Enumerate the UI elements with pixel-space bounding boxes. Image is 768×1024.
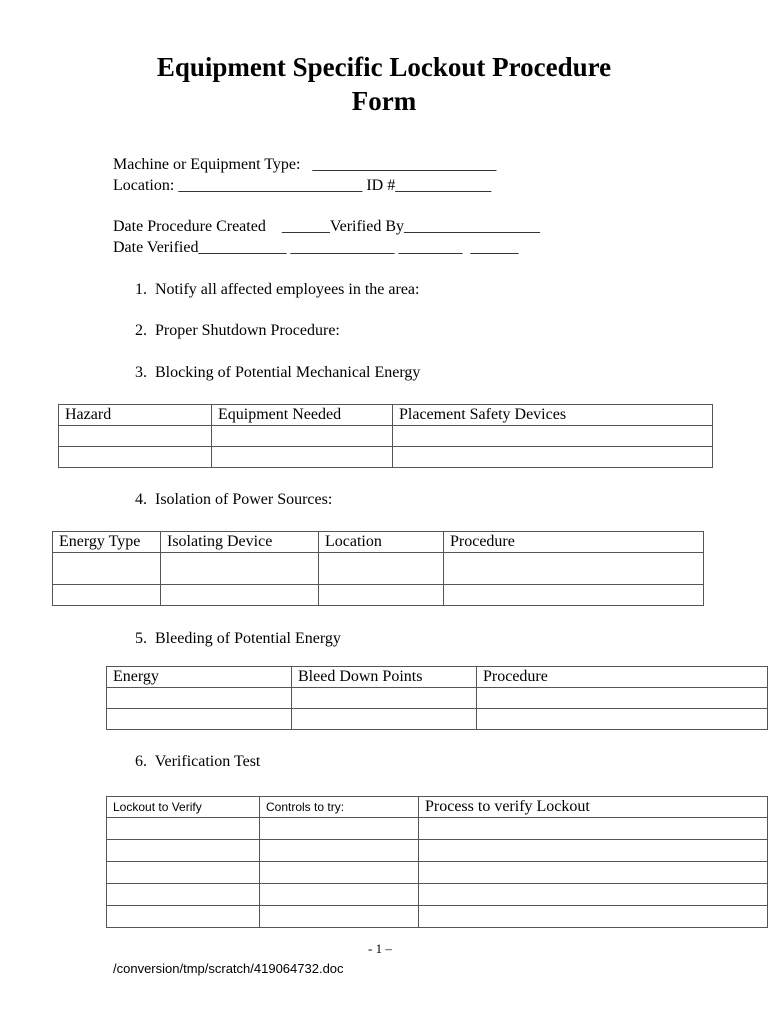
table-cell[interactable] [59, 447, 212, 468]
table-cell[interactable] [292, 709, 477, 730]
table-cell[interactable] [161, 553, 319, 585]
location-id-field[interactable]: Location: _______________________ ID #____________ [113, 177, 492, 194]
table-cell[interactable] [212, 447, 393, 468]
table-row [107, 840, 768, 862]
table-cell[interactable] [107, 709, 292, 730]
table-cell[interactable] [444, 553, 704, 585]
table-header-row [59, 405, 713, 426]
form-title [0, 50, 768, 118]
table-cell[interactable] [107, 906, 260, 928]
table-cell[interactable] [419, 818, 768, 840]
header-equipment-needed: Equipment Needed [212, 405, 393, 426]
step-4-isolation: 4. Isolation of Power Sources: [135, 491, 333, 508]
machine-type-field[interactable]: Machine or Equipment Type: _______________________ [113, 156, 497, 173]
mechanical-energy-table [58, 404, 713, 468]
header-procedure: Procedure [477, 667, 768, 688]
table-cell[interactable] [107, 862, 260, 884]
table-cell[interactable] [260, 884, 419, 906]
table-cell[interactable] [477, 709, 768, 730]
table-cell[interactable] [59, 426, 212, 447]
header-hazard: Hazard [59, 405, 212, 426]
table-cell[interactable] [419, 840, 768, 862]
header-lockout-to-verify: Lockout to Verify [107, 797, 260, 818]
page-number: - 1 – [368, 941, 392, 956]
header-placement-safety-devices: Placement Safety Devices [393, 405, 713, 426]
table-row [53, 585, 704, 606]
header-location: Location [319, 532, 444, 553]
table-cell[interactable] [477, 688, 768, 709]
table-row [107, 906, 768, 928]
table-cell[interactable] [107, 884, 260, 906]
step-1-notify: 1. Notify all affected employees in the area: [135, 281, 420, 298]
table-cell[interactable] [419, 884, 768, 906]
power-isolation-table [52, 531, 704, 606]
header-bleed-down-points: Bleed Down Points [292, 667, 477, 688]
form-title-line-1: Equipment Specific Lockout Procedure [156, 52, 612, 82]
table-cell[interactable] [107, 688, 292, 709]
step-3-blocking: 3. Blocking of Potential Mechanical Energy [135, 364, 421, 381]
header-energy-type: Energy Type [53, 532, 161, 553]
header-controls-to-try: Controls to try: [260, 797, 419, 818]
table-cell[interactable] [161, 585, 319, 606]
table-cell[interactable] [53, 553, 161, 585]
table-cell[interactable] [419, 862, 768, 884]
table-cell[interactable] [53, 585, 161, 606]
table-cell[interactable] [393, 447, 713, 468]
header-procedure: Procedure [444, 532, 704, 553]
table-cell[interactable] [212, 426, 393, 447]
step-6-verification: 6. Verification Test [135, 753, 261, 770]
table-header-row [107, 797, 768, 818]
file-path: /conversion/tmp/scratch/419064732.doc [113, 961, 344, 976]
header-isolating-device: Isolating Device [161, 532, 319, 553]
table-row [59, 426, 713, 447]
table-row [107, 884, 768, 906]
table-cell[interactable] [260, 862, 419, 884]
table-row [107, 862, 768, 884]
energy-bleeding-table [106, 666, 768, 730]
table-cell[interactable] [319, 585, 444, 606]
table-cell[interactable] [419, 906, 768, 928]
date-created-field[interactable]: Date Procedure Created ______Verified By_________________ [113, 218, 541, 235]
date-verified-field[interactable]: Date Verified___________ _____________ ________ ______ [113, 239, 519, 256]
table-header-row [107, 667, 768, 688]
table-cell[interactable] [260, 818, 419, 840]
table-row [107, 818, 768, 840]
table-cell[interactable] [107, 818, 260, 840]
table-cell[interactable] [444, 585, 704, 606]
table-row [107, 709, 768, 730]
table-cell[interactable] [319, 553, 444, 585]
header-energy: Energy [107, 667, 292, 688]
step-2-shutdown: 2. Proper Shutdown Procedure: [135, 322, 340, 339]
step-5-bleeding: 5. Bleeding of Potential Energy [135, 630, 341, 647]
table-cell[interactable] [107, 840, 260, 862]
table-row [59, 447, 713, 468]
table-cell[interactable] [292, 688, 477, 709]
header-process-to-verify-lockout: Process to verify Lockout [419, 797, 768, 818]
table-cell[interactable] [393, 426, 713, 447]
verification-test-table [106, 796, 768, 928]
table-cell[interactable] [260, 840, 419, 862]
table-row [53, 553, 704, 585]
form-title-line-2: Form [351, 86, 417, 116]
table-cell[interactable] [260, 906, 419, 928]
table-row [107, 688, 768, 709]
table-header-row [53, 532, 704, 553]
